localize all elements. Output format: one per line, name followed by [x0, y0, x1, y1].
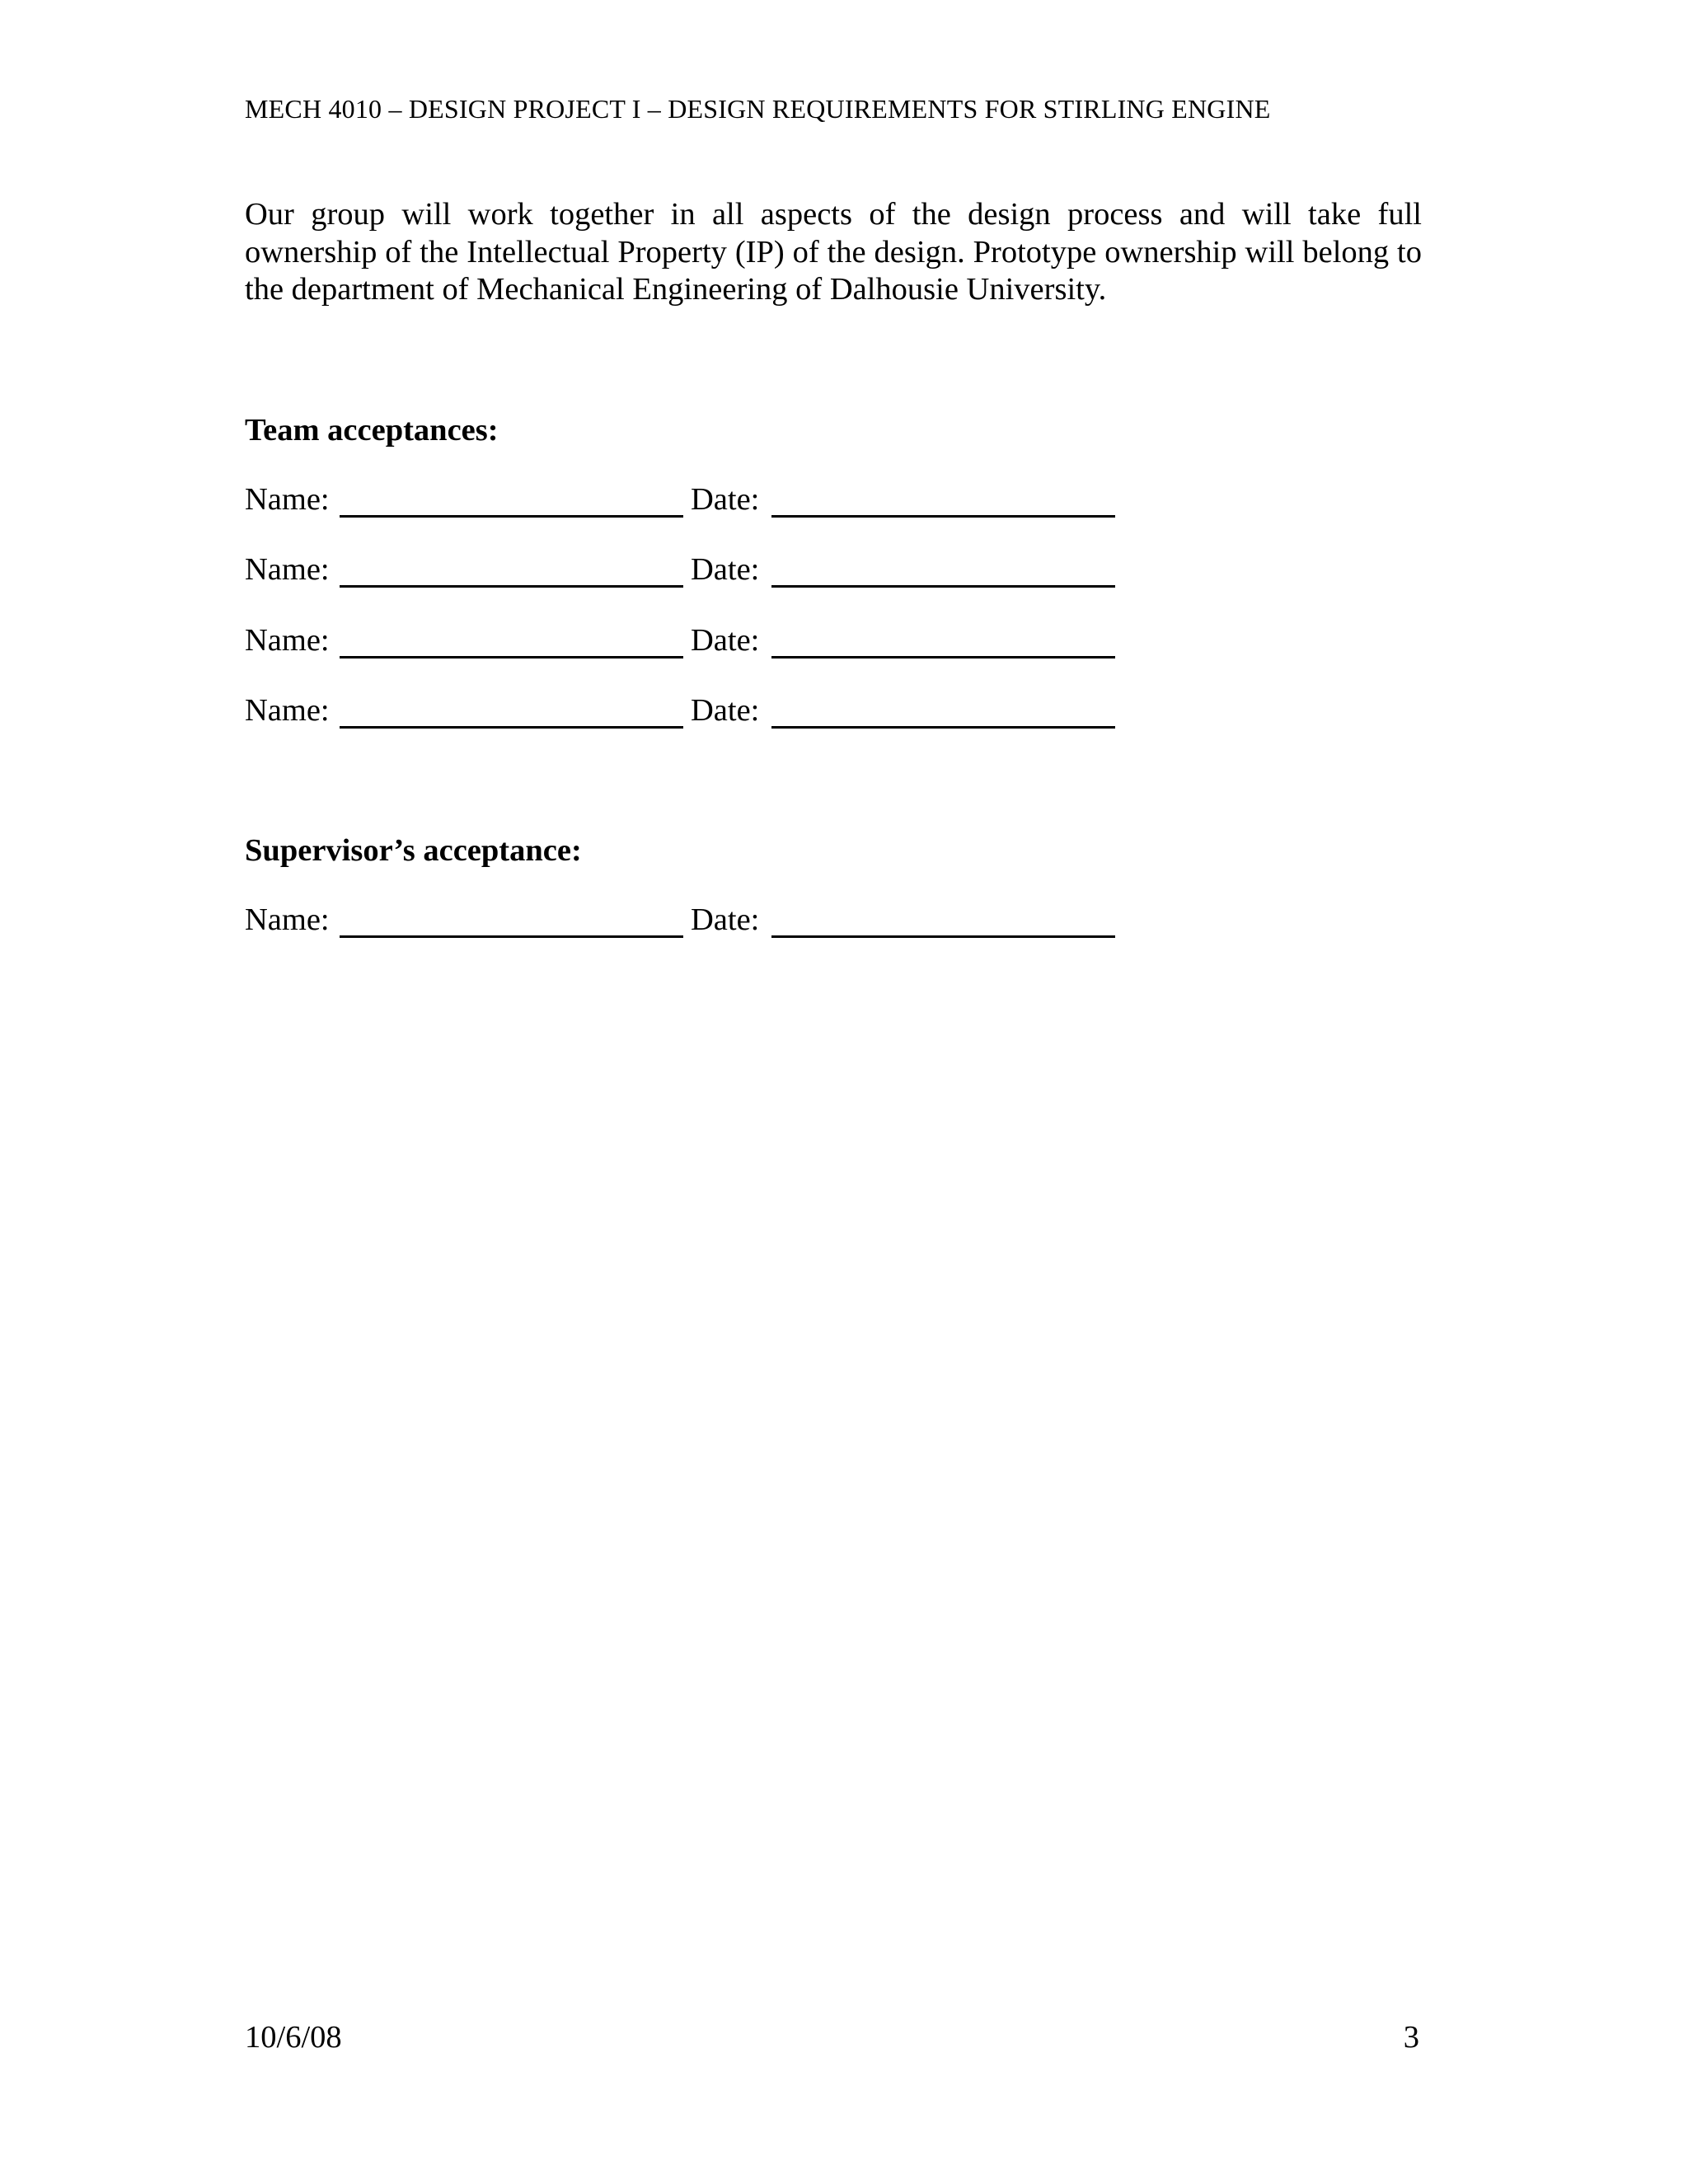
name-label: Name: [245, 623, 330, 658]
team-signature-row [245, 622, 1151, 663]
date-signature-line[interactable] [771, 656, 1115, 658]
date-signature-line[interactable] [771, 935, 1115, 938]
name-signature-line[interactable] [340, 935, 683, 938]
name-signature-line[interactable] [340, 515, 683, 518]
date-signature-line[interactable] [771, 515, 1115, 518]
name-label: Name: [245, 902, 330, 937]
name-label: Name: [245, 693, 330, 728]
name-signature-line[interactable] [340, 585, 683, 588]
supervisor-acceptance-heading: Supervisor’s acceptance: [245, 833, 582, 868]
footer-date: 10/6/08 [245, 2020, 342, 2055]
date-label: Date: [691, 623, 760, 658]
team-signature-row [245, 551, 1151, 593]
date-label: Date: [691, 552, 760, 587]
name-label: Name: [245, 482, 330, 517]
team-signature-row [245, 481, 1151, 523]
date-label: Date: [691, 902, 760, 937]
page-header: MECH 4010 – DESIGN PROJECT I – DESIGN REQUIREMENTS FOR STIRLING ENGINE [245, 94, 1271, 124]
ownership-paragraph: Our group will work together in all aspects of the design process and will take full ownership of the Intellectual Property (IP) of the design. Prototype ownership will belong to the department of Mechanical Engineering of Dalhousie University. [245, 197, 1422, 307]
page-number: 3 [1403, 2020, 1419, 2055]
date-label: Date: [691, 482, 760, 517]
date-label: Date: [691, 693, 760, 728]
name-signature-line[interactable] [340, 726, 683, 729]
date-signature-line[interactable] [771, 726, 1115, 729]
name-signature-line[interactable] [340, 656, 683, 658]
date-signature-line[interactable] [771, 585, 1115, 588]
team-signature-row [245, 692, 1151, 733]
name-label: Name: [245, 552, 330, 587]
supervisor-signature-row [245, 902, 1151, 943]
team-acceptances-heading: Team acceptances: [245, 413, 499, 448]
